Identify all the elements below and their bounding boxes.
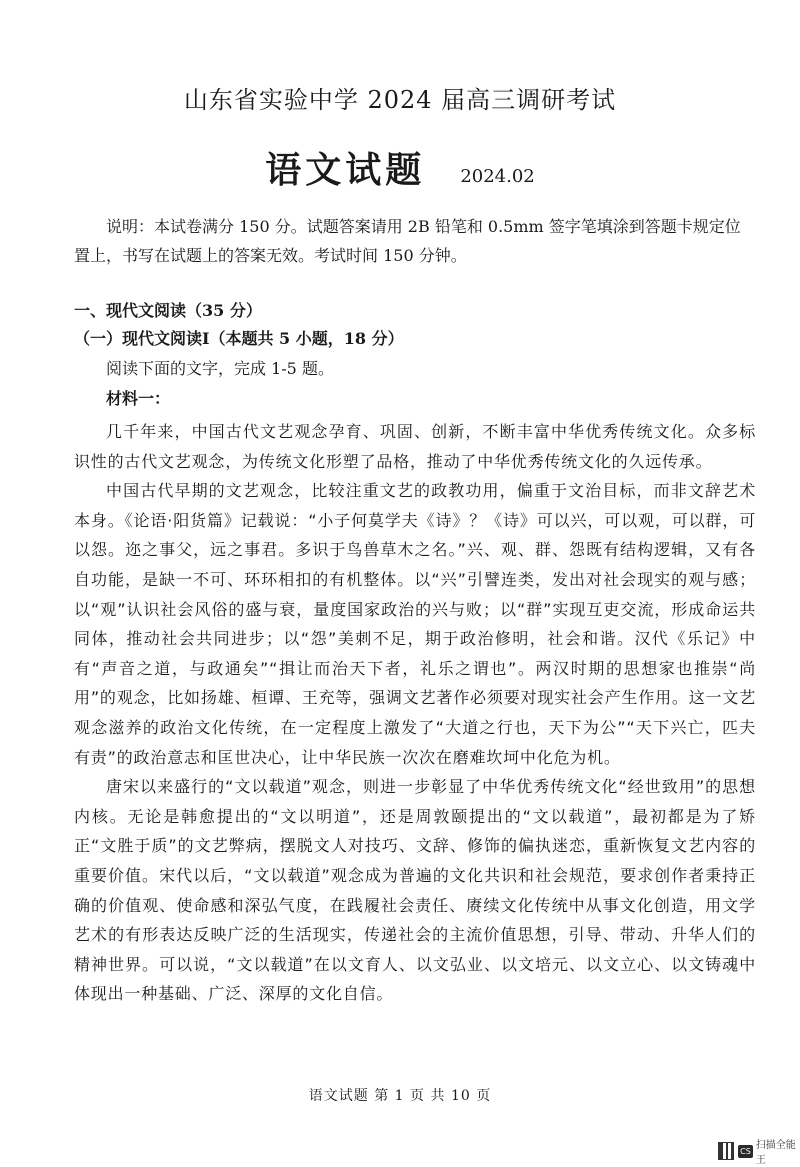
passage-paragraph: 唐宋以来盛行的“文以载道”观念，则进一步彰显了中华优秀传统文化“经世致用”的思想内核。无论是韩愈提出的“文以明道”，还是周敦颐提出的“文以载道”，最初都是为了矫正“文胜于质”的文艺弊病，摆脱文人对技巧、文辞、修饰的偏执迷恋，重新恢复文艺内容的重要价值。宋代以后，“文以载道”观念成为普遍的文化共识和社会规范，要求创作者秉持正确的价值观、使命感和深弘气度，在践履社会责任、赓续文化传统中从事文化创造，用文学艺术的有形表达反映广泛的生活现实，传递社会的主流价值思想，引导、带动、升华人们的精神世界。可以说，“文以载道”在以文育人、以文弘业、以文培元、以文立心、以文铸魂中体现出一种基础、广泛、深厚的文化自信。 <box>74 777 756 1004</box>
exam-instructions: 说明：本试卷满分 150 分。试题答案请用 2B 铅笔和 0.5mm 签字笔填涂到答题卡规定位置上，书写在试题上的答案无效。考试时间 150 分钟。 <box>74 217 741 265</box>
page-footer: 语文试题 第 1 页 共 10 页 <box>308 1088 492 1104</box>
passage-paragraph: 几千年来，中国古代文艺观念孕育、巩固、创新，不断丰富中华优秀传统文化。众多标识性的古代文艺观念，为传统文化形塑了品格，推动了中华优秀传统文化的久远传承。 <box>74 422 756 471</box>
qr-code-icon <box>718 1142 734 1160</box>
scanner-watermark <box>718 1136 800 1166</box>
subject-title: 语文试题 <box>265 149 426 191</box>
section-heading: 一、现代文阅读（35 分） <box>74 301 262 320</box>
subject-row <box>0 142 800 193</box>
material-label: 材料一： <box>106 389 171 408</box>
passage-body <box>74 417 756 1009</box>
passage-paragraph: 中国古代早期的文艺观念，比较注重文艺的政教功用，偏重于文治目标，而非文辞艺术本身。《论语·阳货篇》记载说：“小子何莫学夫《诗》？《诗》可以兴，可以观，可以群，可以怨。迩之事父，远之事君。多识于鸟兽草木之名。”兴、观、群、怨既有结构逻辑，又有各自功能，是缺一不可、环环相扣的有机整体。以“兴”引譬连类，发出对社会现实的观与感；以“观”认识社会风俗的盛与衰，量度国家政治的兴与败；以“群”实现互吏交流，形成命运共同体，推动社会共同进步；以“怨”美刺不足，期于政治修明，社会和谐。汉代《乐记》中有“声音之道，与政通矣”“揖让而治天下者，礼乐之谓也”。两汉时期的思想家也推崇“尚用”的观念，比如扬雄、桓谭、王充等，强调文艺著作必须要对现实社会产生作用。这一文艺观念滋养的政治文化传统，在一定程度上激发了“大道之行也，天下为公”“天下兴亡，匹夫有责”的政治意志和匡世决心，让中华民族一次次在磨难坎坷中化危为机。 <box>74 481 756 767</box>
scanner-logo-icon: CS <box>740 1146 751 1156</box>
scanner-name: 扫描全能王 <box>755 1140 796 1166</box>
exam-date: 2024.02 <box>460 166 535 187</box>
sub-section-heading: （一）现代文阅读Ⅰ（本题共 5 小题，18 分） <box>74 329 404 348</box>
school-title: 山东省实验中学 2024 届高三调研考试 <box>183 86 617 114</box>
reading-directions: 阅读下面的文字，完成 1-5 题。 <box>106 359 334 378</box>
